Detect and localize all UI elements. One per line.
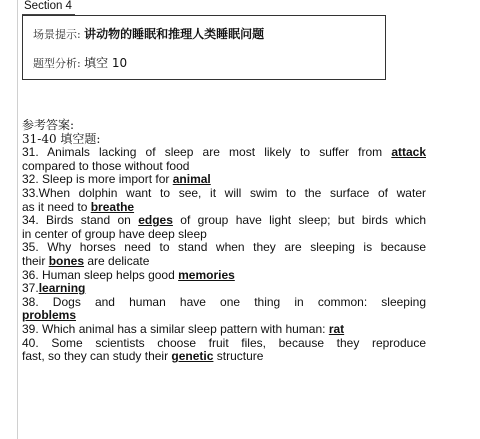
answer-line: [22, 269, 426, 283]
answer-item: [22, 241, 426, 268]
answer-line: [22, 228, 426, 242]
answer-item: [22, 269, 426, 283]
answer-word: genetic: [171, 349, 214, 364]
answer-line: [22, 309, 426, 323]
answer-key: [22, 119, 426, 364]
answer-word: rat: [328, 321, 345, 336]
answer-text: 35. Why horses need to stand when they are sleeping is because: [22, 240, 426, 255]
section-title: Section 4: [22, 0, 75, 15]
answer-key-subheading: 31-40 填空题:: [22, 131, 101, 146]
answer-text: structure: [213, 349, 264, 364]
answer-line: [22, 282, 426, 296]
answer-word: learning: [38, 281, 86, 296]
answer-text: 31. Animals lacking of sleep are most likely to suffer from: [22, 145, 392, 160]
answer-line: [22, 296, 426, 310]
answer-text: fast, so they can study their: [22, 349, 172, 364]
answer-word: attack: [391, 145, 426, 160]
answer-text: 38. Dogs and human have one thing in common: sleeping: [22, 294, 426, 309]
answer-list: [22, 146, 426, 364]
answer-line: [22, 173, 426, 187]
answer-word: animal: [172, 172, 211, 187]
answer-text: 32. Sleep is more import for: [22, 172, 173, 187]
answer-text: 34. Birds stand on: [22, 213, 139, 228]
answer-line: [22, 241, 426, 255]
answer-text: of group have light sleep; but birds which: [172, 213, 426, 228]
left-margin-rule: [17, 0, 18, 439]
question-type-value: 填空 10: [84, 56, 128, 70]
answer-word: edges: [138, 213, 173, 228]
info-box: [22, 15, 386, 80]
answer-item: [22, 337, 426, 364]
answer-word: memories: [178, 267, 235, 282]
answer-text: are delicate: [84, 253, 150, 268]
answer-line: [22, 146, 426, 160]
answer-word: breathe: [90, 199, 135, 214]
answer-line: [22, 187, 426, 201]
answer-item: [22, 173, 426, 187]
answer-item: [22, 146, 426, 173]
answer-text: 39. Which animal has a similar sleep pattern with human:: [22, 321, 329, 336]
answer-text: compared to those without food: [22, 158, 190, 173]
answer-item: [22, 282, 426, 296]
answer-text: 37.: [22, 281, 39, 296]
answer-text: their: [22, 253, 49, 268]
answer-line: [22, 160, 426, 174]
answer-text: as it need to: [22, 199, 91, 214]
answer-line: [22, 337, 426, 351]
answer-text: 40. Some scientists choose fruit files, because they reproduce: [22, 335, 426, 350]
scene-hint-label: 场景提示:: [33, 28, 81, 41]
answer-text: in center of group have deep sleep: [22, 226, 207, 241]
answer-text: 33.When dolphin want to see, it will swim to the surface of water: [22, 185, 426, 200]
answer-word: problems: [22, 308, 77, 323]
answer-line: [22, 255, 426, 269]
answer-item: [22, 187, 426, 214]
answer-line: [22, 350, 426, 364]
answer-key-heading: 参考答案:: [22, 118, 75, 132]
answer-line: [22, 201, 426, 215]
scene-hint-row: [33, 25, 264, 42]
answer-line: [22, 214, 426, 228]
answer-word: bones: [48, 253, 85, 268]
scene-hint-value: 讲动物的睡眠和推理人类睡眠问题: [84, 27, 265, 41]
answer-item: [22, 296, 426, 323]
question-type-row: [33, 54, 127, 71]
answer-item: [22, 323, 426, 337]
answer-text: 36. Human sleep helps good: [22, 267, 179, 282]
answer-item: [22, 214, 426, 241]
answer-line: [22, 323, 426, 337]
question-type-label: 题型分析:: [33, 57, 81, 70]
